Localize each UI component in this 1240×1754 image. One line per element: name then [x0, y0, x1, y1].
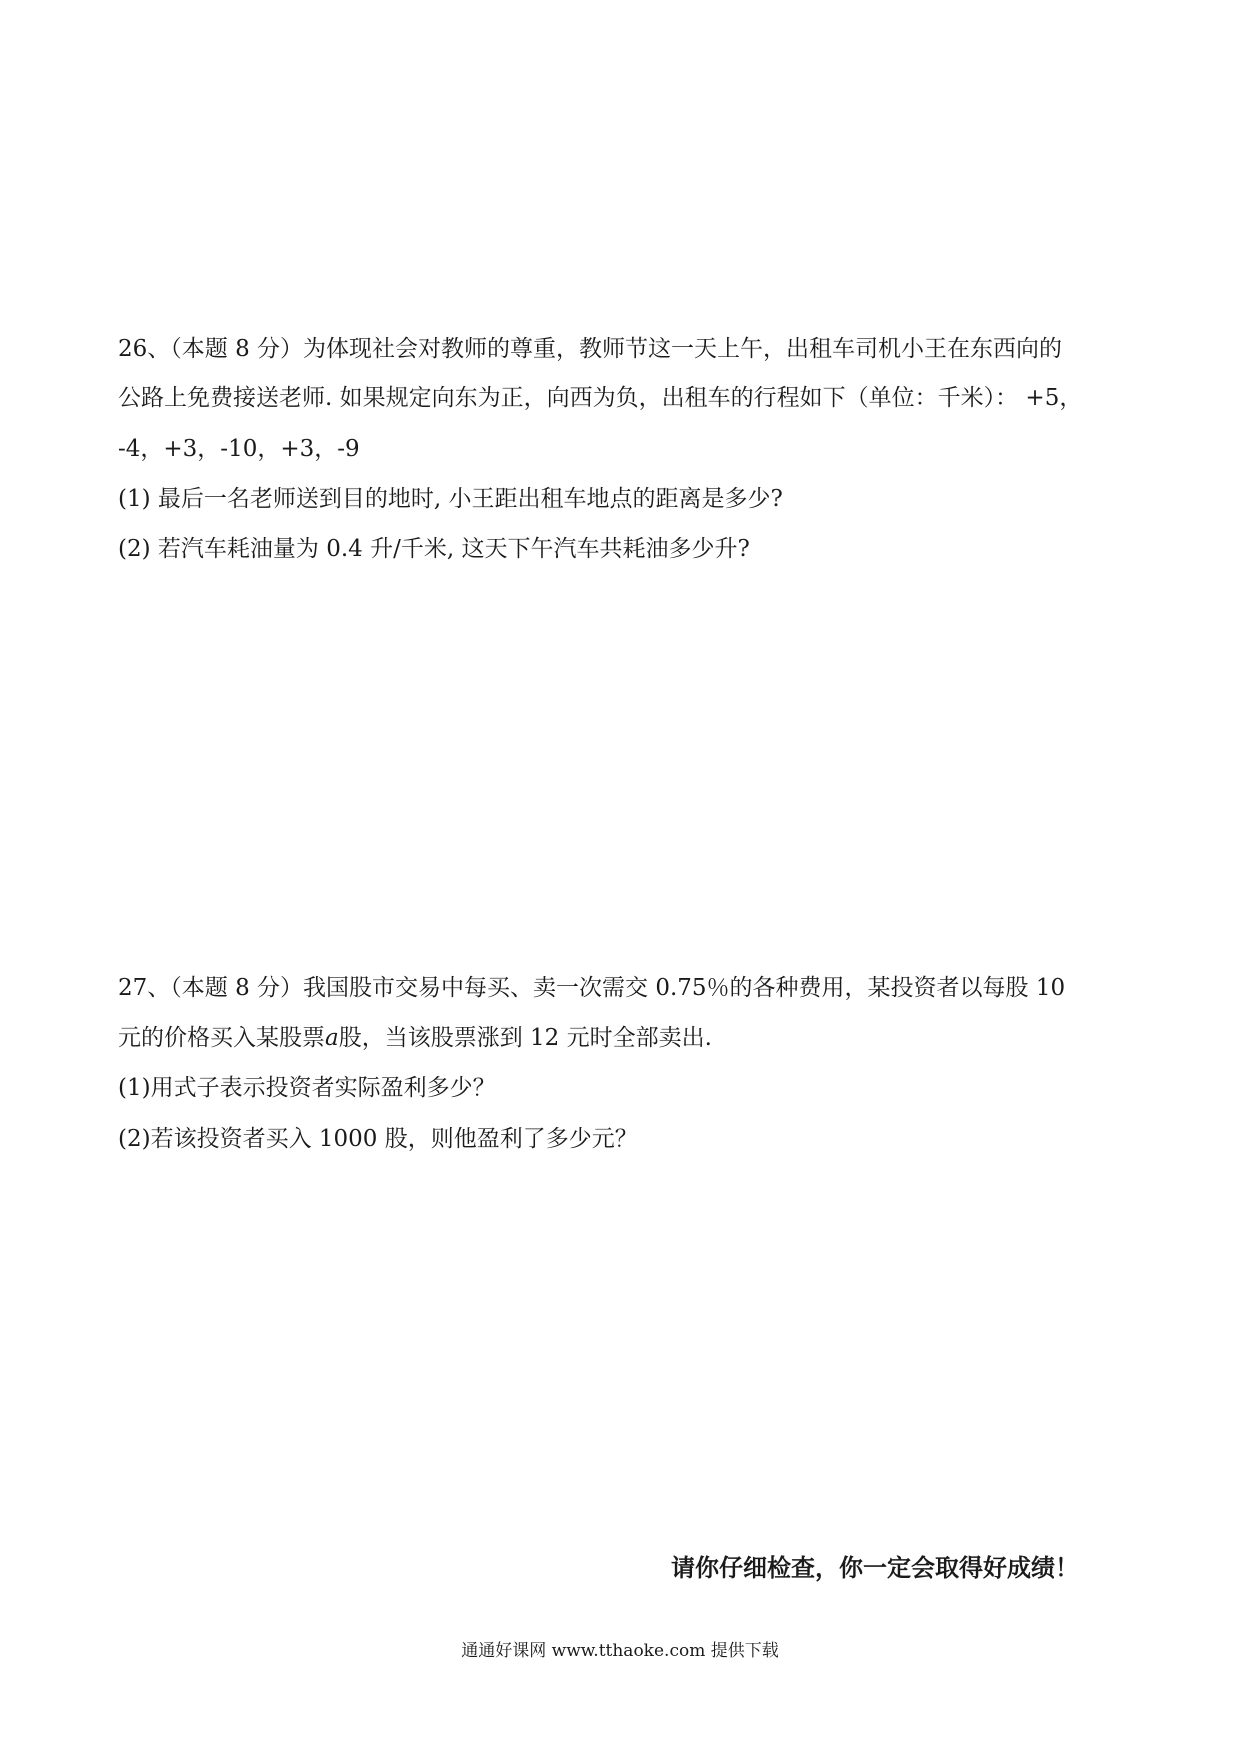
question-27-line-1: 27、（本题 8 分）我国股市交易中每买、卖一次需交 0.75％的各种费用，某投资者以每股 10: [118, 975, 1066, 1001]
question-26-part-1: (1) 最后一名老师送到目的地时, 小王距出租车地点的距离是多少?: [118, 486, 783, 512]
question-26-line-1: 26、（本题 8 分）为体现社会对教师的尊重，教师节这一天上午，出租车司机小王在东西向的: [118, 336, 1063, 362]
question-26-line-2: 公路上免费接送老师. 如果规定向东为正，向西为负，出租车的行程如下（单位：千米）： +5，: [118, 385, 1083, 411]
question-27-line-2-text-a: 元的价格买入某股票: [118, 1025, 325, 1051]
question-26-part-2: (2) 若汽车耗油量为 0.4 升/千米, 这天下午汽车共耗油多少升?: [118, 536, 750, 562]
question-27-part-1: (1)用式子表示投资者实际盈利多少？: [118, 1075, 496, 1101]
question-26-line-3: -4，+3，-10，+3，-9: [118, 436, 360, 462]
variable-a: a: [325, 1025, 339, 1051]
question-27-line-2: [118, 1022, 712, 1054]
closing-message: 请你仔细检查，你一定会取得好成绩！: [671, 1554, 1079, 1582]
question-27-part-2: (2)若该投资者买入 1000 股，则他盈利了多少元？: [118, 1126, 638, 1152]
question-27-line-2-text-b: 股，当该股票涨到 12 元时全部卖出.: [338, 1025, 712, 1051]
footer-source: 通通好课网 www.tthaoke.com 提供下载: [461, 1641, 779, 1661]
